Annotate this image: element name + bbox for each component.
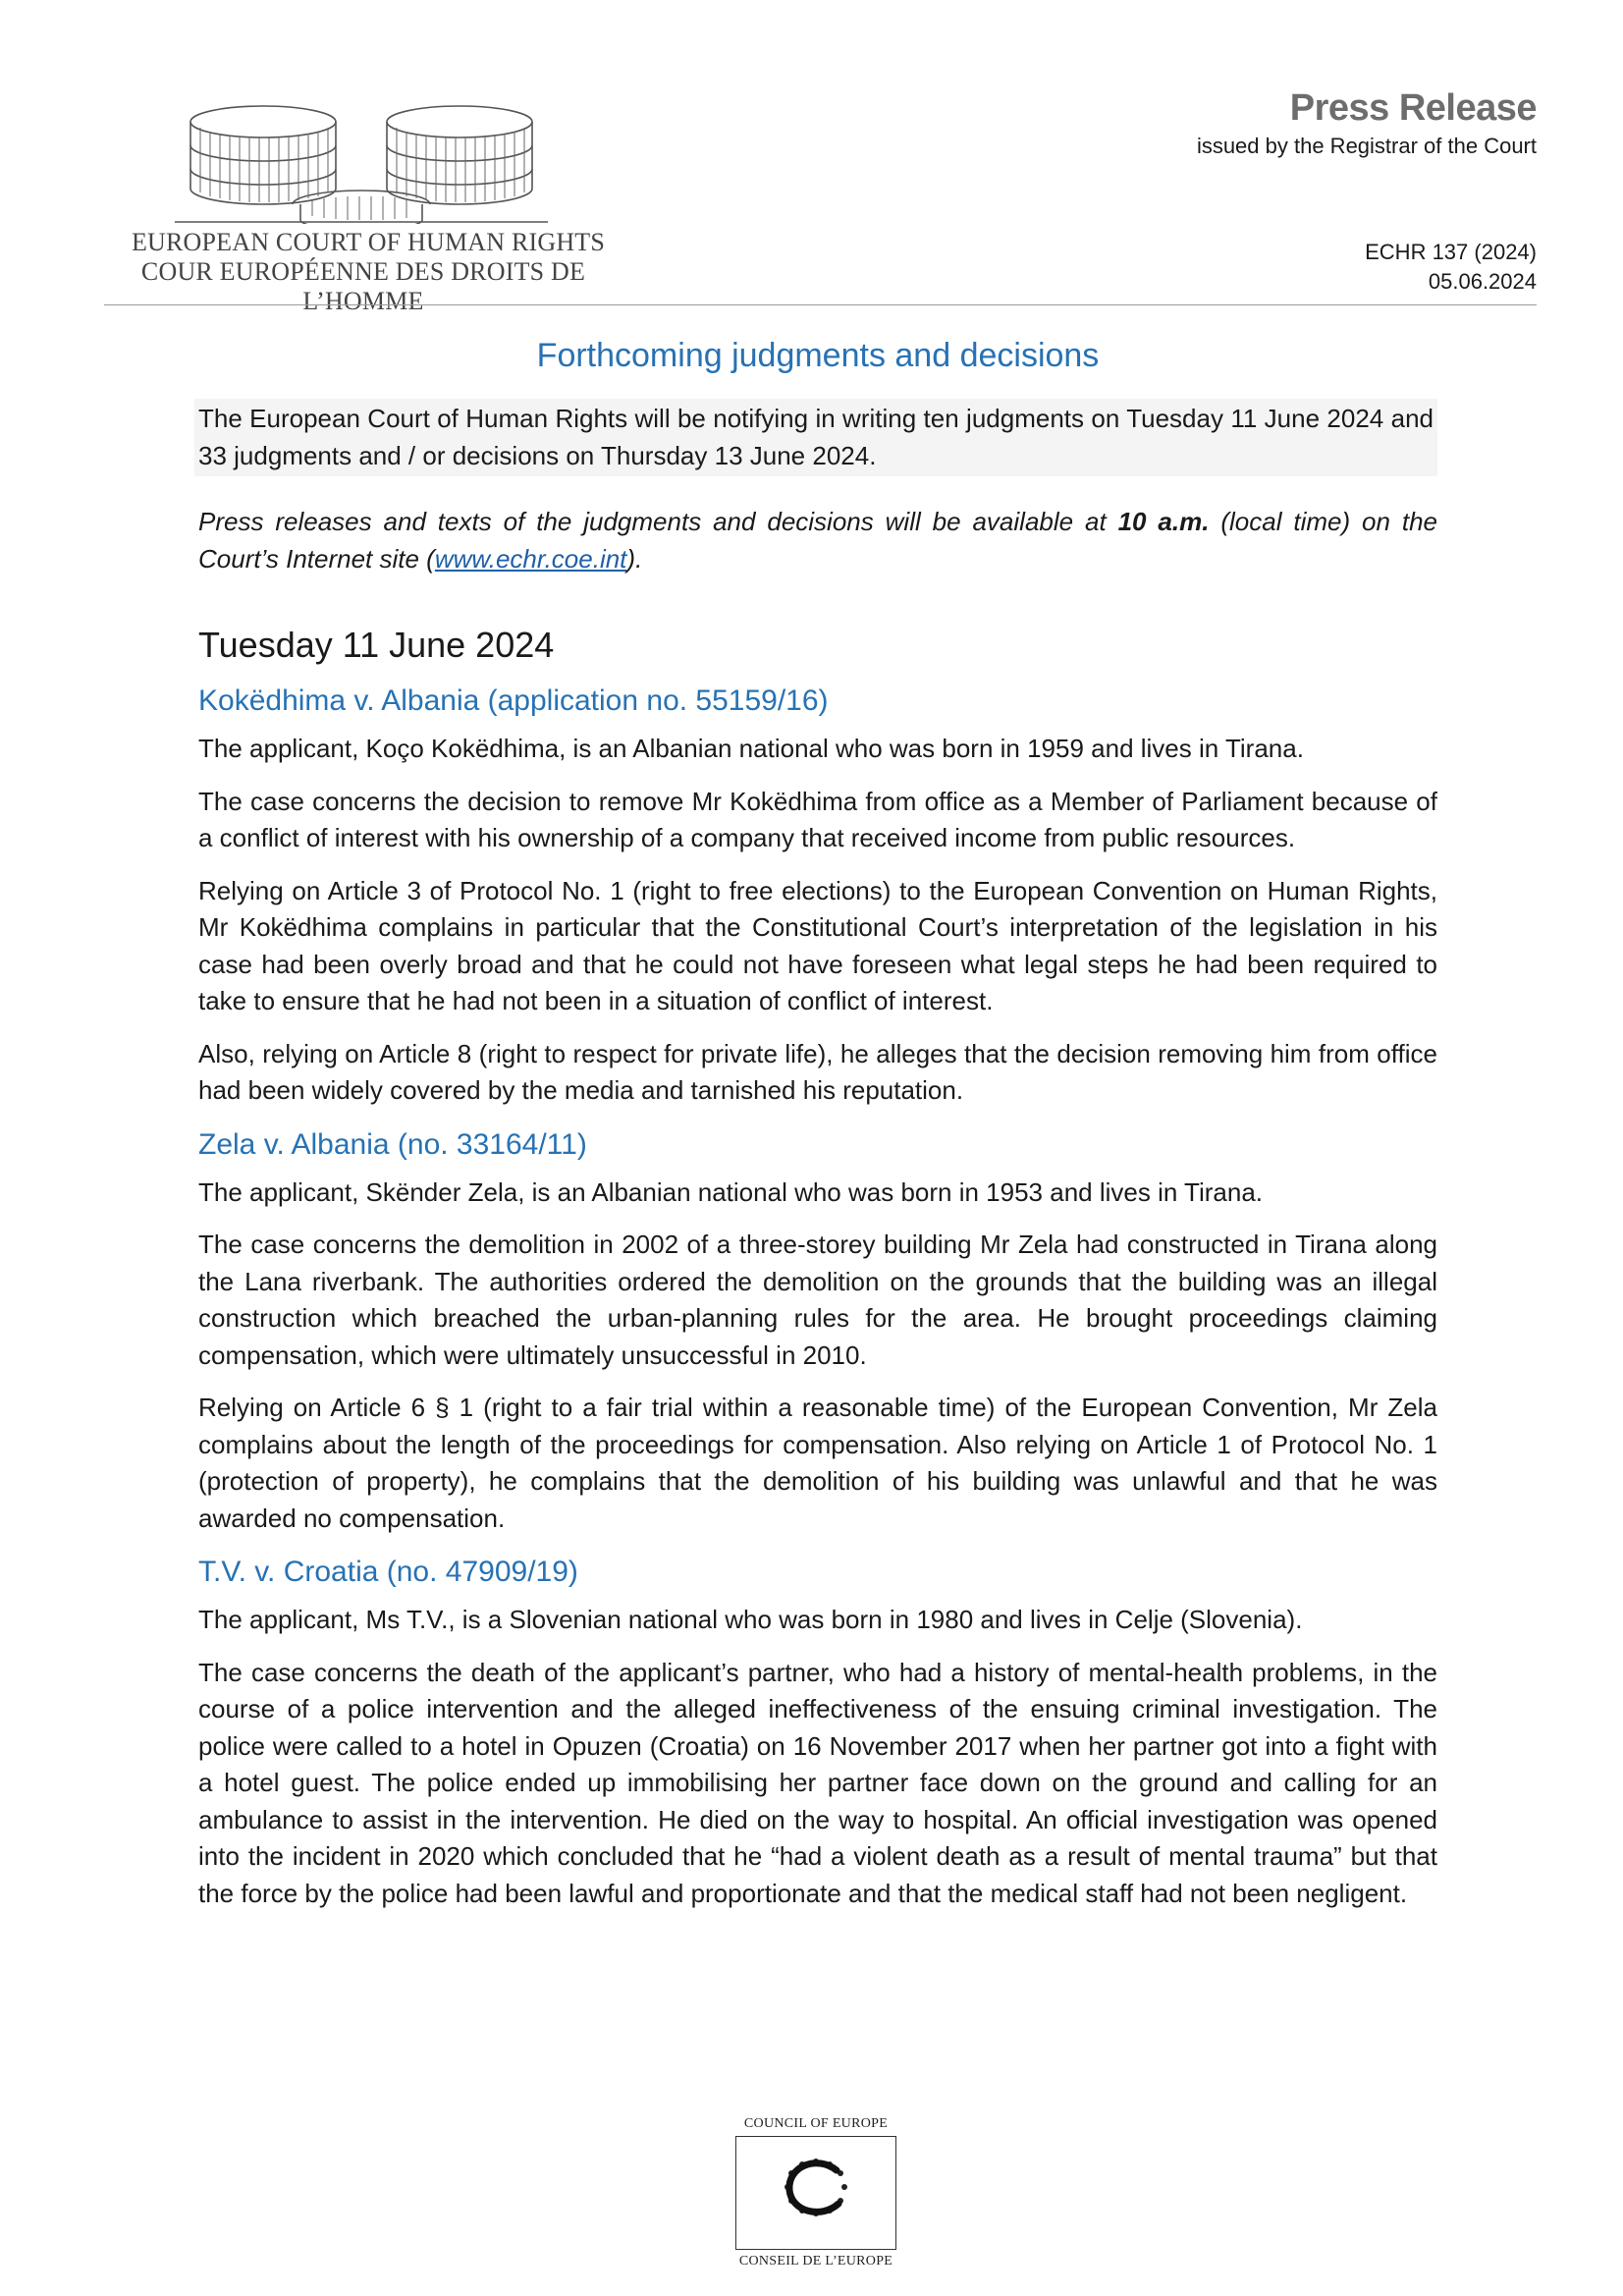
coe-label-fr: CONSEIL DE L’EUROPE — [738, 2254, 893, 2269]
note-time: 10 a.m. — [1117, 507, 1210, 536]
case-paragraph: The case concerns the demolition in 2002 of a three-storey building Mr Zela had constructed in Tirana along the Lana riverbank. The authorities ordered the demolition on the grounds that the building was an illegal construction which breached the urban-planning rules for the area. He brought proceedings claiming compensation, which were ultimately unsuccessful in 2010. — [198, 1230, 1437, 1370]
case-title: Zela v. Albania (no. 33164/11) — [198, 1127, 587, 1161]
case-entry — [198, 1125, 1437, 1538]
case-paragraph: Also, relying on Article 8 (right to respect for private life), he alleges that the decision removing him from office had been widely covered by the media and tarnished his reputation. — [198, 1038, 1437, 1105]
header-divider — [104, 304, 1537, 305]
press-reference-number: ECHR 137 (2024) — [1365, 240, 1537, 264]
day-heading: Tuesday 11 June 2024 — [198, 625, 555, 665]
coe-label-en: COUNCIL OF EUROPE — [743, 2116, 889, 2131]
case-paragraph: The applicant, Skënder Zela, is an Albanian national who was born in 1953 and lives in Tirana. — [198, 1176, 1264, 1207]
court-name-en: EUROPEAN COURT OF HUMAN RIGHTS — [131, 228, 606, 256]
intro-paragraph: The European Court of Human Rights will be notifying in writing ten judgments on Tuesday 11 June 2024 and 33 judgments and / or decisions on Thursday 13 June 2024. — [198, 404, 1434, 470]
intro-box — [194, 399, 1437, 476]
case-paragraph: Relying on Article 3 of Protocol No. 1 (right to free elections) to the European Convention on Human Rights, Mr Kokëdhima complains in particular that the Constitutional Court’s interpretation of the legislation in his case had been overly broad and that he could not have foreseen what legal steps he had been required to take to ensure that he had not been in a situation of conflict of interest. — [198, 875, 1437, 1015]
coe-emblem-box — [735, 2136, 896, 2250]
council-of-europe-logo — [732, 2116, 899, 2269]
case-paragraph: The case concerns the death of the applicant’s partner, who had a history of mental-health problems, in the course of a police intervention and the alleged ineffectiveness of the ensuing criminal investigation. The police were called to a hotel in Opuzen (Croatia) on 16 November 2017 when her partner got into a fight with a hotel guest. The police ended up immobilising her partner face down on the ground and calling for an ambulance to assist in the intervention. He died on the way to hospital. An official investigation was opened into the incident in 2020 which concluded that he “had a violent death as a result of mental trauma” but that the force by the police had been lawful and proportionate and that the medical staff had not been negligent. — [198, 1657, 1437, 1908]
note-text-after: (local time) on the Court’s Internet site ( — [198, 507, 1437, 574]
case-paragraph: Relying on Article 6 § 1 (right to a fair trial within a reasonable time) of the European Convention, Mr Zela complains about the length of the proceedings for compensation. Also relying on Article 1 of Protocol No. 1 (protection of property), he complains that the demolition of his building was unlawful and that he was awarded no compensation. — [198, 1393, 1437, 1533]
reference-block — [1365, 238, 1537, 297]
main-content — [198, 334, 1437, 1928]
court-building-logo — [175, 98, 548, 224]
note-text-end: ). — [626, 543, 643, 574]
availability-note — [198, 504, 1437, 577]
case-paragraph: The applicant, Ms T.V., is a Slovenian national who was born in 1980 and lives in Celje (Slovenia). — [198, 1605, 1303, 1634]
press-release-date: 05.06.2024 — [1428, 269, 1537, 294]
case-paragraph: The case concerns the decision to remove Mr Kokëdhima from office as a Member of Parliament because of a conflict of interest with his ownership of a company that received income from public resources. — [198, 786, 1437, 852]
press-release-title: Press Release — [1289, 87, 1537, 129]
coe-stars-emblem-icon — [736, 2137, 895, 2249]
case-title: Kokëdhima v. Albania (application no. 55159/16) — [198, 684, 829, 717]
court-name — [98, 228, 628, 316]
press-release-subtitle: issued by the Registrar of the Court — [1196, 134, 1537, 158]
case-paragraph: The applicant, Koço Kokëdhima, is an Albanian national who was born in 1959 and lives in Tirana. — [198, 734, 1304, 763]
echr-website-link[interactable]: www.echr.coe.int — [434, 543, 627, 574]
case-entry — [198, 682, 1437, 1110]
press-release-heading — [1197, 86, 1537, 161]
case-title: T.V. v. Croatia (no. 47909/19) — [198, 1556, 578, 1588]
page-title: Forthcoming judgments and decisions — [536, 337, 1100, 374]
case-entry — [198, 1553, 1437, 1912]
court-name-fr: COUR EUROPÉENNE DES DROITS DE L’HOMME — [140, 257, 586, 315]
note-text-before: Press releases and texts of the judgments and decisions will be available at — [198, 507, 1118, 536]
